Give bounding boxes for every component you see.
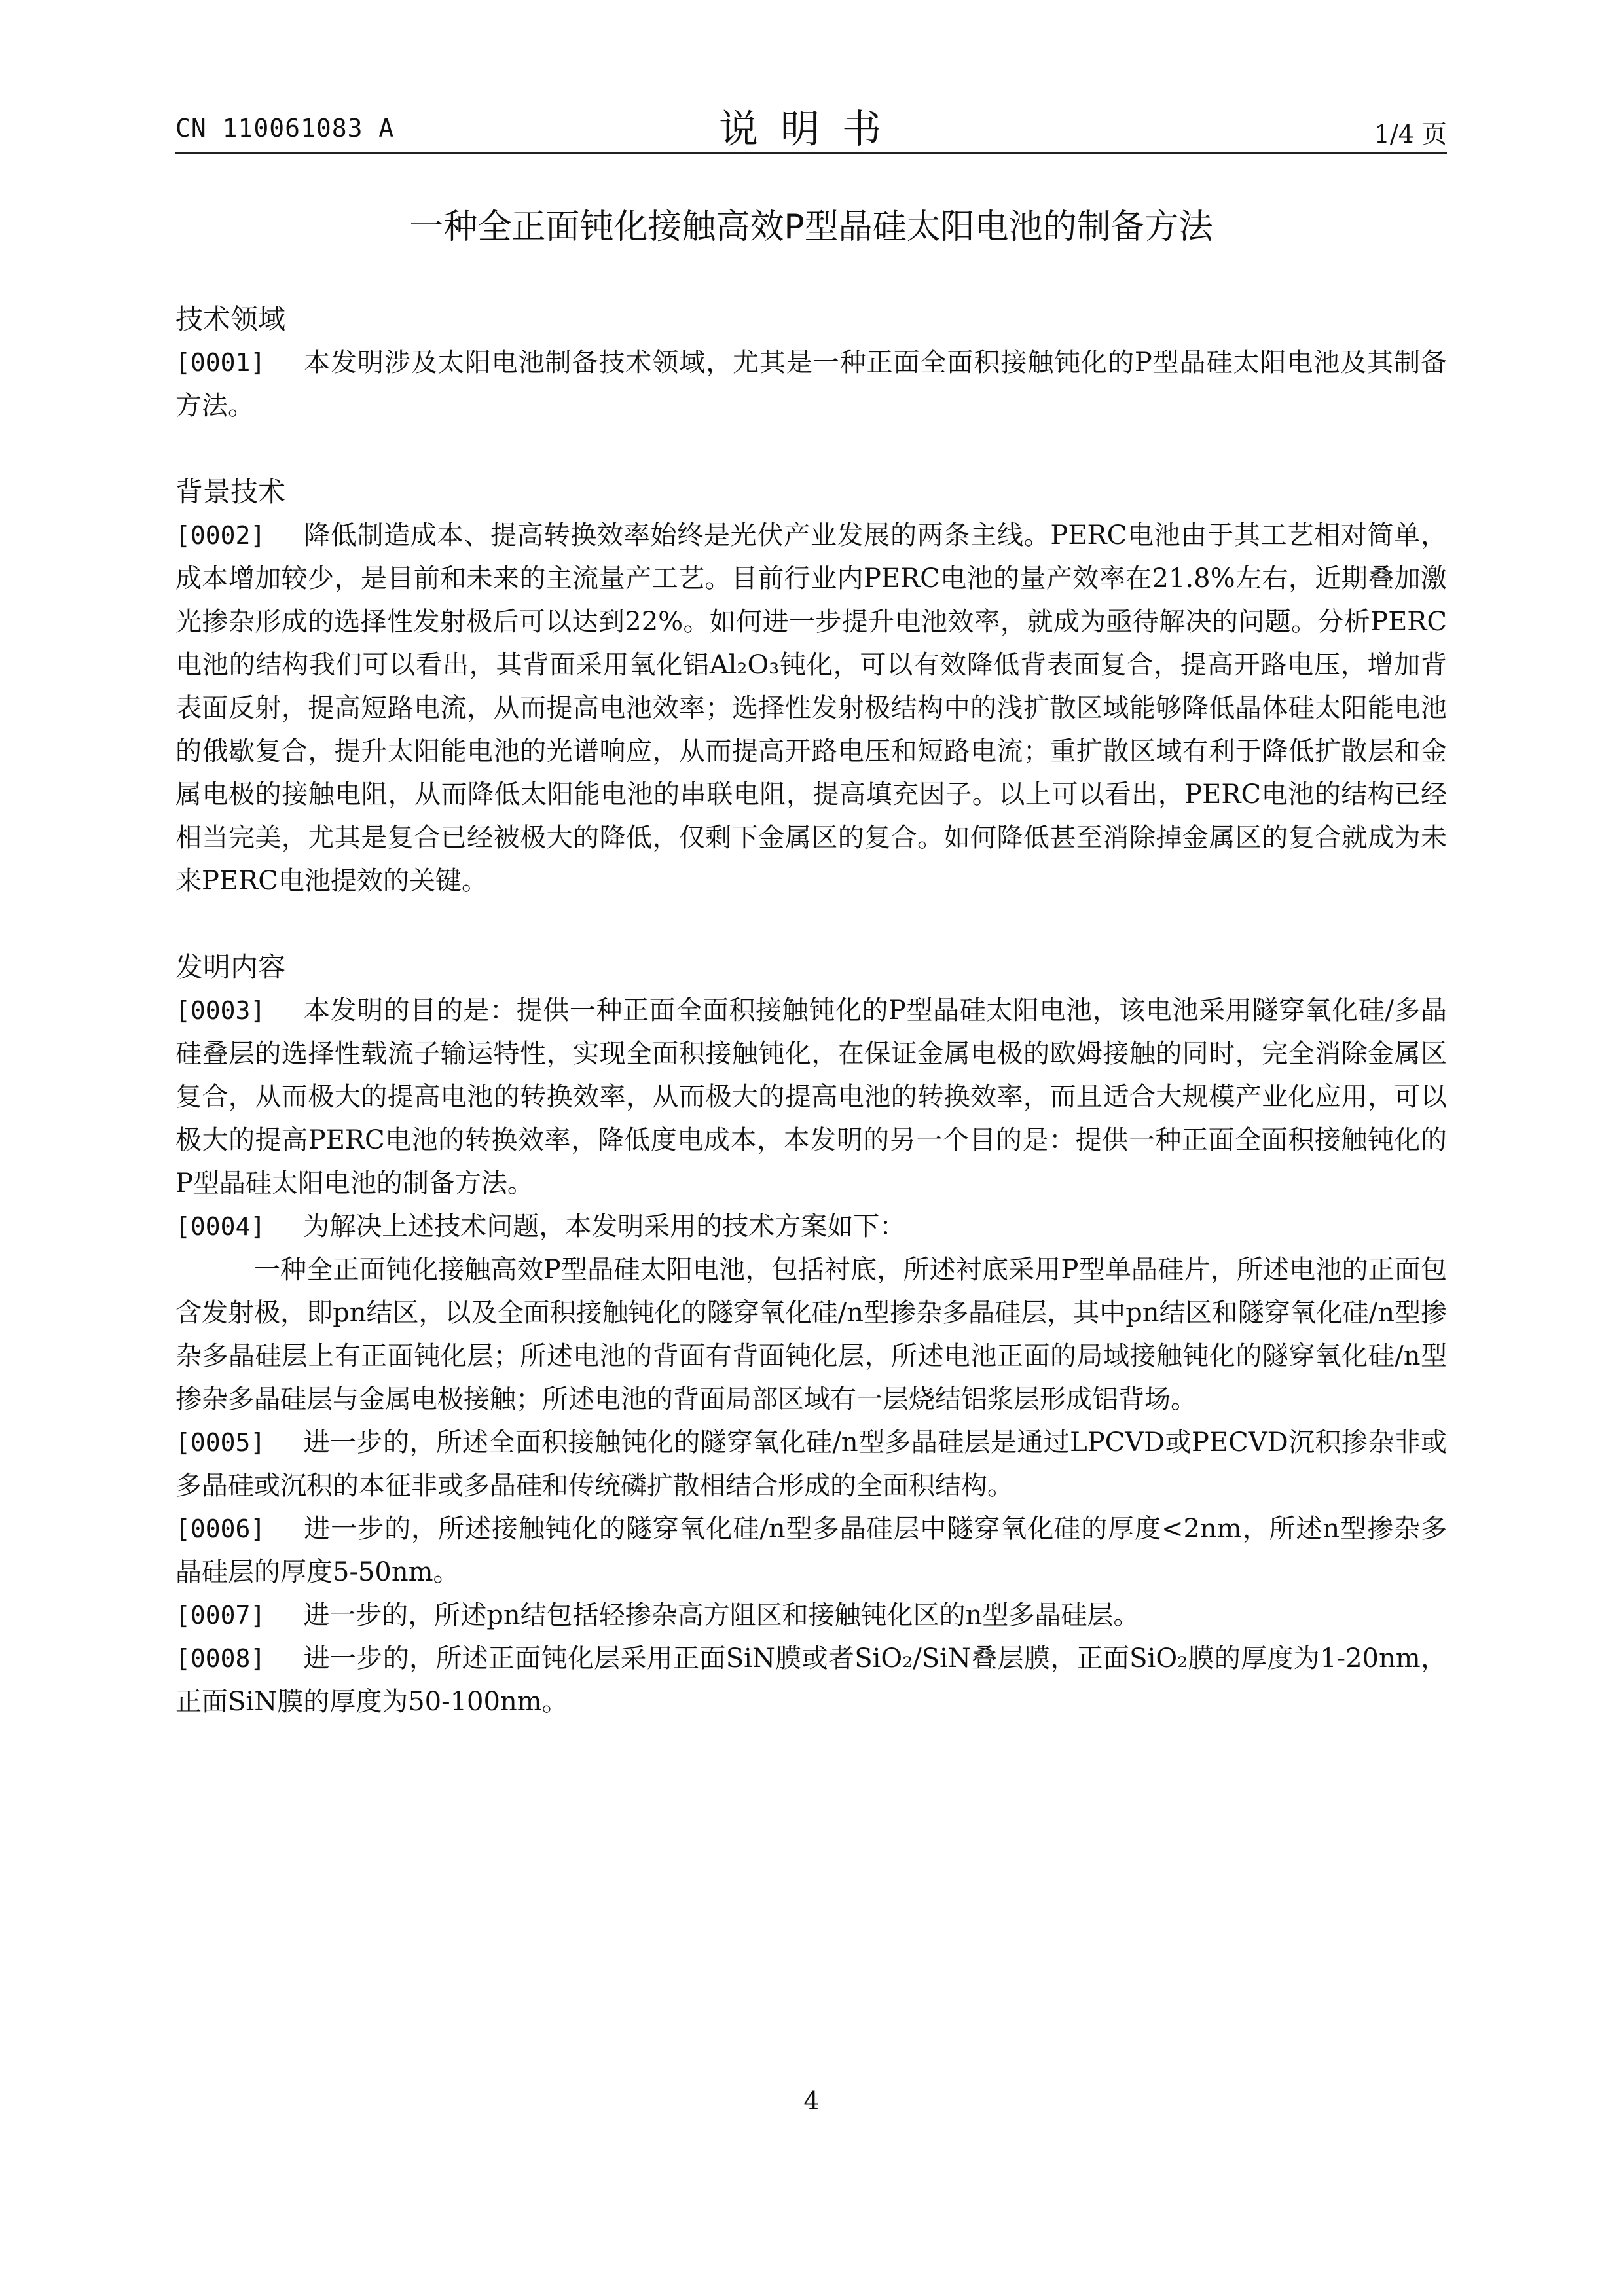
publication-number: CN 110061083 A (175, 114, 395, 143)
paragraph-0005 (175, 1421, 1447, 1507)
section-heading-background: 背景技术 (175, 476, 286, 508)
paragraph-text: 进一步的，所述pn结包括轻掺杂高方阻区和接触钝化区的n型多晶硅层。 (303, 1600, 1140, 1630)
paragraph-text: 进一步的，所述全面积接触钝化的隧穿氧化硅/n型多晶硅层是通过LPCVD或PECVD沉积掺杂非或多晶硅或沉积的本征非或多晶硅和传统磷扩散相结合形成的全面积结构。 (175, 1427, 1447, 1501)
paragraph-number: [0004] (175, 1212, 266, 1241)
paragraph-number: [0001] (175, 348, 266, 377)
section-heading-summary: 发明内容 (175, 951, 286, 983)
section-gap (175, 903, 1447, 946)
page-count: 1/4 页 (1374, 120, 1447, 149)
paragraph-0004-body: 一种全正面钝化接触高效P型晶硅太阳电池，包括衬底，所述衬底采用P型单晶硅片，所述电池的正面包含发射极，即pn结区，以及全面积接触钝化的隧穿氧化硅/n型掺杂多晶硅层，其中pn结区和隧穿氧化硅/n型掺杂多晶硅层上有正面钝化层；所述电池的背面有背面钝化层，所述电池正面的局域接触钝化的隧穿氧化硅/n型掺杂多晶硅层与金属电极接触；所述电池的背面局部区域有一层烧结铝浆层形成铝背场。 (175, 1255, 1447, 1414)
document-type: 说明书 (719, 107, 903, 152)
paragraph-number: [0005] (175, 1428, 266, 1457)
paragraph-text: 为解决上述技术问题，本发明采用的技术方案如下： (303, 1211, 906, 1242)
page-header (175, 103, 1447, 152)
paragraph-number: [0006] (175, 1515, 266, 1543)
document-body (175, 298, 1447, 1723)
paragraph-0008 (175, 1637, 1447, 1723)
paragraph-number: [0003] (175, 996, 266, 1025)
paragraph-0004 (175, 1205, 1447, 1248)
paragraph-text: 本发明的目的是：提供一种正面全面积接触钝化的P型晶硅太阳电池，该电池采用隧穿氧化硅/多晶硅叠层的选择性载流子输运特性，实现全面积接触钝化，在保证金属电极的欧姆接触的同时，完全消除金属区复合，从而极大的提高电池的转换效率，从而极大的提高电池的转换效率，而且适合大规模产业化应用，可以极大的提高PERC电池的转换效率，降低度电成本，本发明的另一个目的是：提供一种正面全面积接触钝化的P型晶硅太阳电池的制备方法。 (175, 996, 1447, 1198)
paragraph-text: 本发明涉及太阳电池制备技术领域，尤其是一种正面全面积接触钝化的P型晶硅太阳电池及其制备方法。 (175, 348, 1447, 421)
paragraph-number: [0002] (175, 521, 266, 550)
paragraph-text: 进一步的，所述正面钝化层采用正面SiN膜或者SiO₂/SiN叠层膜，正面SiO₂膜的厚度为1-20nm，正面SiN膜的厚度为50-100nm。 (175, 1643, 1447, 1717)
paragraph-0006 (175, 1507, 1447, 1594)
paragraph-0007 (175, 1594, 1447, 1637)
paragraph-number: [0007] (175, 1601, 266, 1630)
paragraph-number: [0008] (175, 1644, 266, 1673)
paragraph-0001 (175, 341, 1447, 427)
header-divider (175, 152, 1447, 154)
paragraph-text: 降低制造成本、提高转换效率始终是光伏产业发展的两条主线。PERC电池由于其工艺相对简单，成本增加较少，是目前和未来的主流量产工艺。目前行业内PERC电池的量产效率在21.8%左右，近期叠加激光掺杂形成的选择性发射极后可以达到22%。如何进一步提升电池效率，就成为亟待解决的问题。分析PERC电池的结构我们可以看出，其背面采用氧化铝Al₂O₃钝化，可以有效降低背表面复合，提高开路电压，增加背表面反射，提高短路电流，从而提高电池效率；选择性发射极结构中的浅扩散区域能够降低晶体硅太阳能电池的俄歇复合，提升太阳能电池的光谱响应，从而提高开路电压和短路电流；重扩散区域有利于降低扩散层和金属电极的接触电阻，从而降低太阳能电池的串联电阻，提高填充因子。以上可以看出，PERC电池的结构已经相当完美，尤其是复合已经被极大的降低，仅剩下金属区的复合。如何降低甚至消除掉金属区的复合就成为未来PERC电池提效的关键。 (175, 520, 1447, 896)
paragraph-0003 (175, 989, 1447, 1205)
paragraph-0002 (175, 514, 1447, 903)
paragraph-text: 进一步的，所述接触钝化的隧穿氧化硅/n型多晶硅层中隧穿氧化硅的厚度<2nm，所述n型掺杂多晶硅层的厚度5-50nm。 (175, 1514, 1447, 1587)
document-title: 一种全正面钝化接触高效P型晶硅太阳电池的制备方法 (409, 207, 1213, 247)
section-gap (175, 427, 1447, 471)
section-heading-field: 技术领域 (175, 303, 286, 335)
page-number: 4 (803, 2087, 820, 2115)
